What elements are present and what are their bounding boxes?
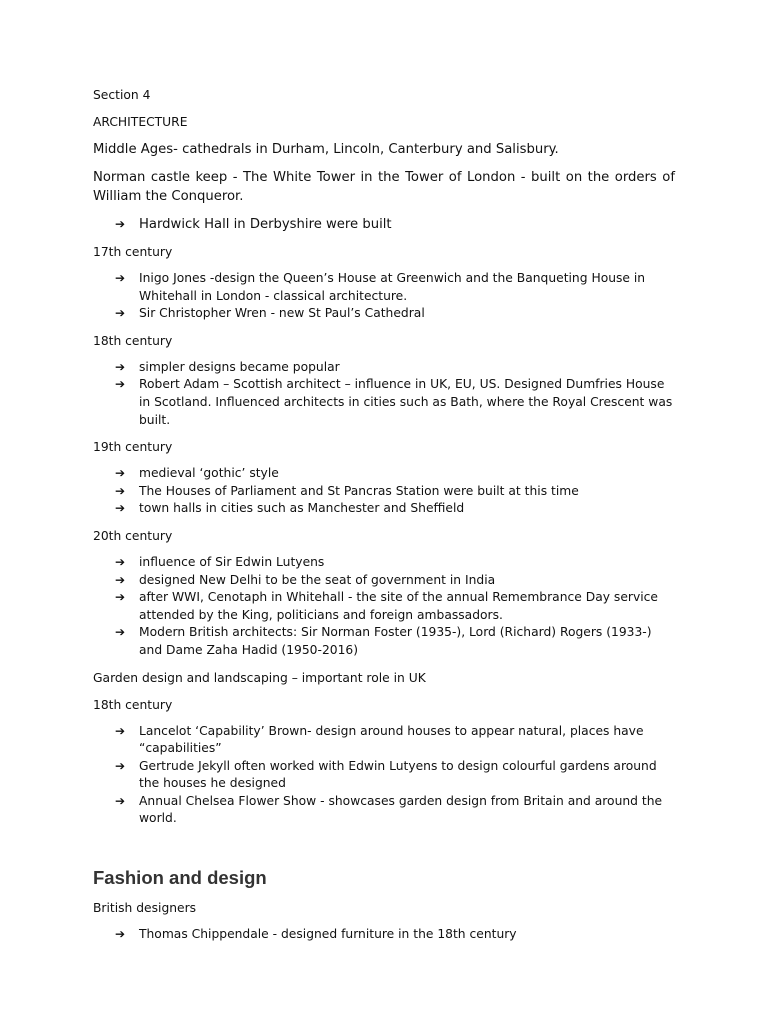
list-item: ➔ after WWI, Cenotaph in Whitehall - the site of the annual Remembrance Day service attended by the King, politicians and foreign ambassadors.: [115, 590, 658, 622]
century-20-list: [93, 554, 675, 660]
century-heading-17: 17th century: [93, 245, 173, 259]
arrow-icon: ➔: [115, 572, 126, 587]
document-page: [93, 86, 675, 944]
list-item: ➔ Gertrude Jekyll often worked with Edwin Lutyens to design colourful gardens around the houses he designed: [115, 758, 657, 791]
list-item: ➔ Lancelot ‘Capability’ Brown- design around houses to appear natural, places have “capabilities”: [115, 723, 644, 756]
arrow-icon: ➔: [115, 271, 126, 285]
arrow-icon: ➔: [115, 758, 126, 773]
century-18-list: [93, 359, 675, 429]
designers-list: [93, 926, 675, 944]
century-19-list: [93, 465, 675, 518]
garden-18-list: [93, 723, 675, 829]
list-item: ➔ Thomas Chippendale - designed furniture in the 18th century: [93, 926, 675, 944]
arrow-icon: ➔: [115, 377, 126, 392]
list-item: ➔ simpler designs became popular: [93, 359, 675, 377]
norman-paragraph: Norman castle keep - The White Tower in the Tower of London - built on the orders of William the Conqueror.: [93, 170, 675, 204]
list-item: ➔ Modern British architects: Sir Norman Foster (1935-), Lord (Richard) Rogers (1933-) and Dame Zaha Hadid (1950-2016): [115, 625, 652, 657]
fashion-heading: Fashion and design: [93, 867, 267, 889]
arrow-icon: ➔: [115, 554, 126, 569]
middle-ages-paragraph: Middle Ages- cathedrals in Durham, Lincoln, Canterbury and Salisbury.: [93, 142, 559, 157]
arrow-icon: ➔: [115, 625, 126, 640]
list-item: ➔ Hardwick Hall in Derbyshire were built: [115, 217, 392, 232]
arrow-icon: ➔: [115, 483, 126, 498]
garden-paragraph: Garden design and landscaping – important role in UK: [93, 670, 426, 685]
list-item: ➔ influence of Sir Edwin Lutyens: [93, 554, 675, 572]
arrow-icon: ➔: [115, 306, 126, 321]
arrow-icon: ➔: [115, 590, 126, 605]
hardwick-list: [93, 215, 675, 234]
list-item: ➔ medieval ‘gothic’ style: [93, 465, 675, 483]
arrow-icon: ➔: [115, 723, 126, 738]
century-heading-20: 20th century: [93, 528, 173, 543]
arrow-icon: ➔: [115, 793, 126, 808]
list-item: ➔ town halls in cities such as Manchester and Sheffield: [93, 500, 675, 518]
list-item: ➔ designed New Delhi to be the seat of government in India: [93, 572, 675, 590]
century-17-list: [93, 270, 675, 323]
list-item: ➔ The Houses of Parliament and St Pancras Station were built at this time: [93, 483, 675, 501]
list-item: ➔ Inigo Jones -design the Queen’s House at Greenwich and the Banqueting House in Whitehall in London - classical architecture.: [115, 271, 646, 303]
arrow-icon: ➔: [115, 927, 126, 942]
list-item: ➔ Annual Chelsea Flower Show - showcases garden design from Britain and around the world.: [115, 793, 663, 826]
arrow-icon: ➔: [115, 466, 126, 481]
section-label: Section 4: [93, 88, 151, 102]
century-heading-19: 19th century: [93, 440, 173, 455]
arrow-icon: ➔: [115, 501, 126, 516]
architecture-heading: ARCHITECTURE: [93, 115, 188, 129]
list-item: ➔ Sir Christopher Wren - new St Paul’s Cathedral: [93, 305, 675, 323]
list-item: ➔ Robert Adam – Scottish architect – influence in UK, EU, US. Designed Dumfries House in Scotland. Influenced architects in cities such as Bath, where the Royal Crescent was built.: [115, 377, 673, 427]
century-heading-18: 18th century: [93, 333, 173, 348]
garden-century-heading-18: 18th century: [93, 697, 173, 712]
arrow-icon: ➔: [115, 359, 126, 374]
arrow-icon: ➔: [115, 217, 126, 231]
british-designers-label: British designers: [93, 901, 197, 916]
